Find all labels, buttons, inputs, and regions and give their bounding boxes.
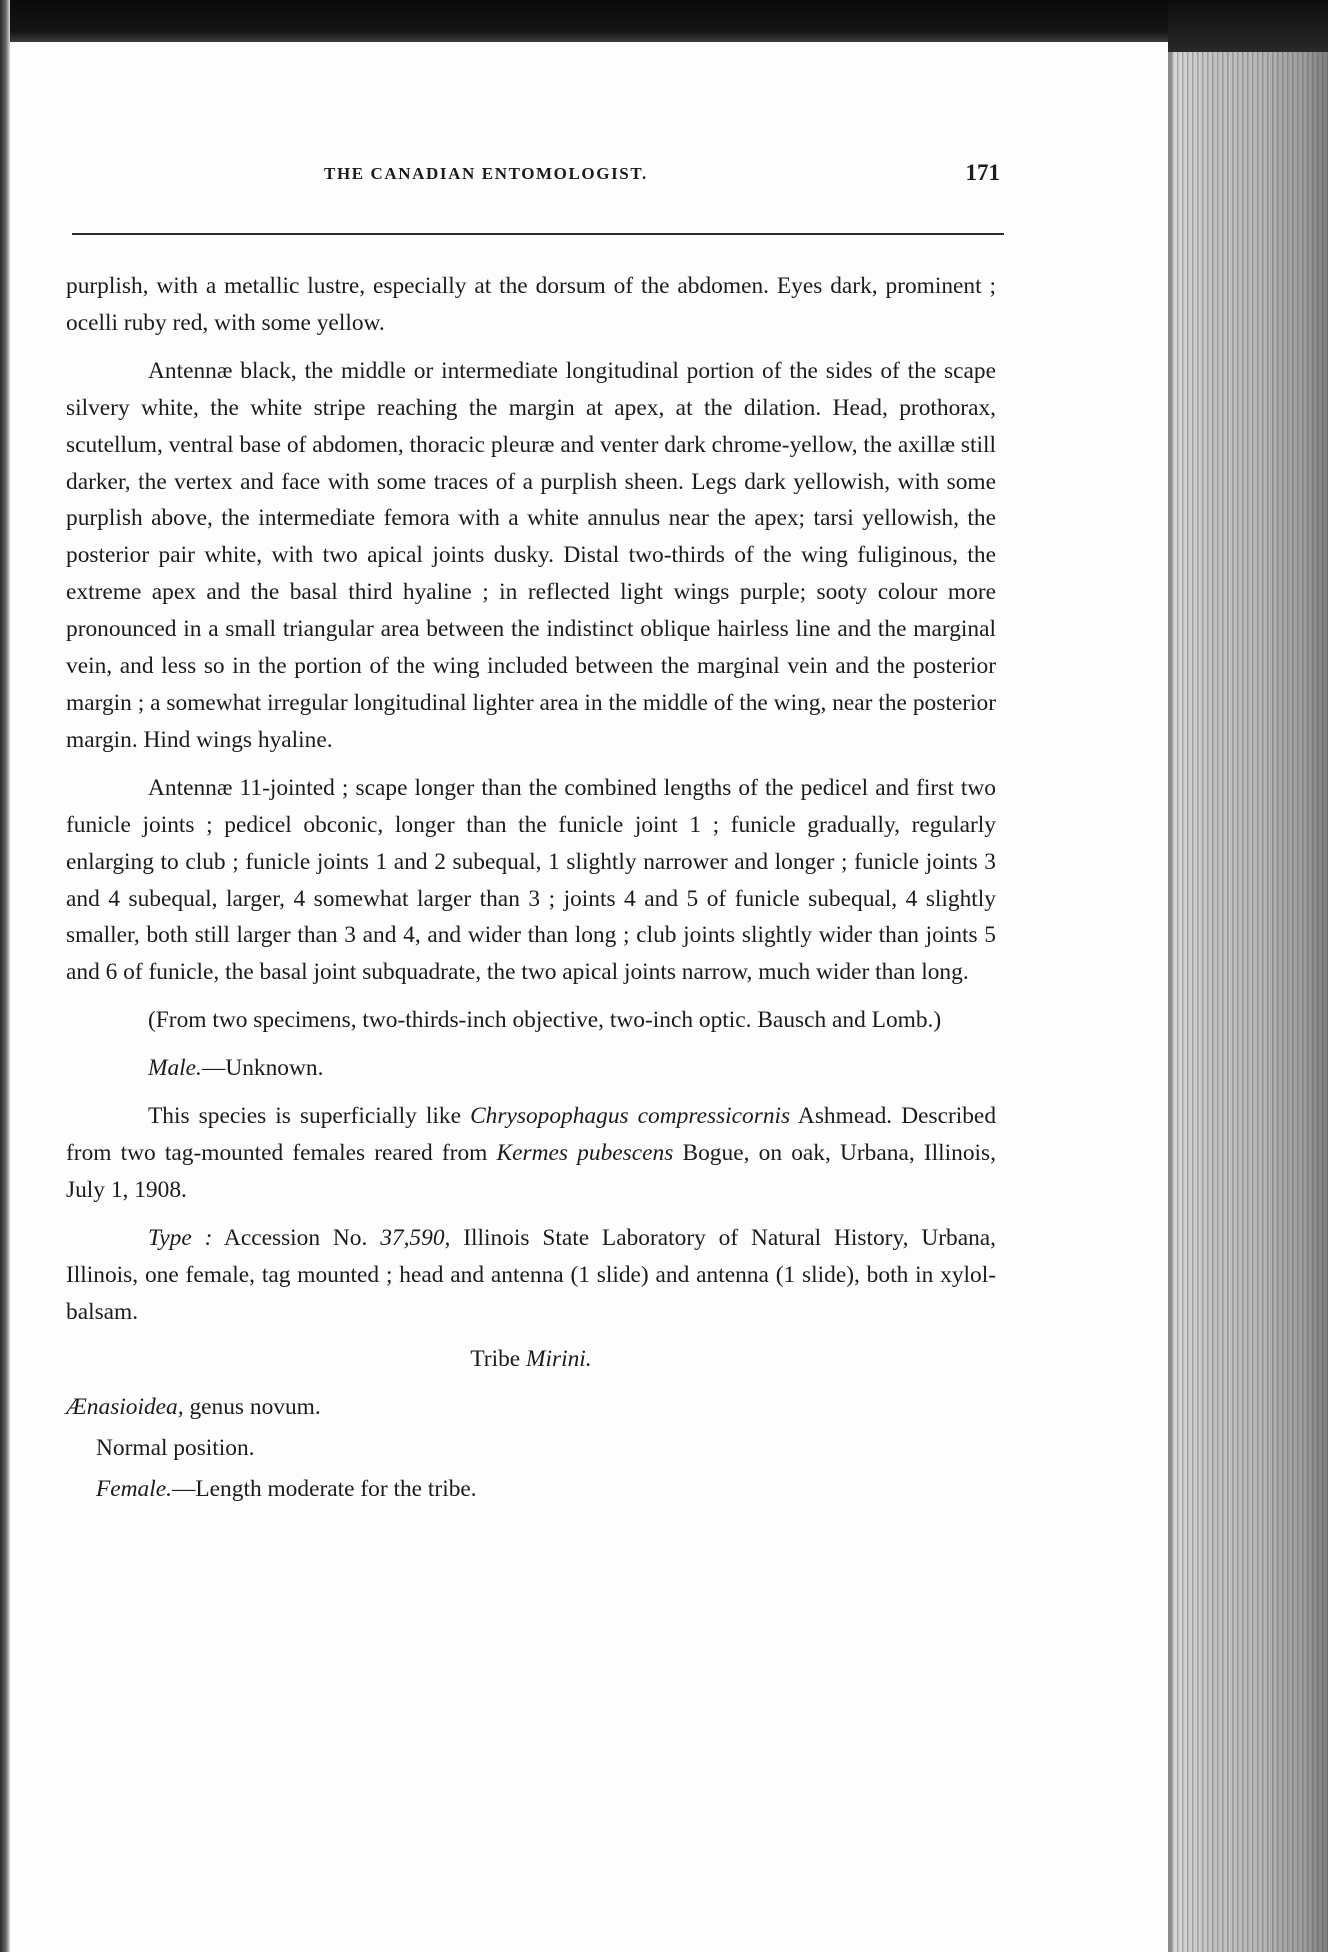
normal-position: Normal position. — [96, 1435, 255, 1462]
type-text-b: Illinois State Laboratory of Natural History, Urbana, Illinois, one female, tag mounted ; head and antenna (1 slide) and antenna (1 slide), both in xylol-balsam. — [66, 1224, 997, 1325]
genus-name: Ænasioidea, — [66, 1394, 184, 1421]
tribe-heading — [66, 1341, 996, 1378]
book-page-edges — [1172, 52, 1328, 1952]
paragraph-specimens-note: (From two specimens, two-thirds-inch objective, two-inch optic. Bausch and Lomb.) — [148, 1007, 942, 1034]
female-label: Female. — [96, 1476, 172, 1503]
male-label: Male. — [148, 1055, 202, 1082]
paragraph-description-continued: purplish, with a metallic lustre, especially at the dorsum of the abdomen. Eyes dark, prominent ; ocelli ruby red, with some yellow. — [66, 273, 996, 336]
comparison-text-c: Bogue, on oak, Urbana, Illinois, July 1, 1908. — [66, 1139, 997, 1203]
scan-top-shadow — [0, 0, 1328, 42]
female-text: —Length moderate for the tribe. — [172, 1476, 477, 1503]
type-text-a: Accession No. — [212, 1224, 381, 1251]
tribe-word: Tribe — [470, 1346, 527, 1373]
species-name-kermes: Kermes pubescens — [496, 1139, 674, 1166]
comparison-text-a: This species is superficially like — [148, 1103, 471, 1130]
binding-shadow — [0, 0, 10, 1952]
article-body — [66, 268, 996, 1519]
page-number: 171 — [965, 160, 1000, 185]
paragraph-antennae: Antennæ 11-jointed ; scape longer than the combined lengths of the pedicel and first two funicle joints ; pedicel obconic, longer than the funicle joint 1 ; funicle gradually, regularly enlarging to club ; funicle joints 1 and 2 subequal, 1 slightly narrower and longer ; funicle joints 3 and 4 subequal, larger, 4 somewhat larger than 3 ; joints 4 and 5 of funicle subequal, 4 slightly smaller, both still larger than 3 and 4, and wider than long ; club joints slightly wider than joints 5 and 6 of funicle, the basal joint subquadrate, the two apical joints narrow, much wider than long. — [66, 774, 996, 986]
journal-title: THE CANADIAN ENTOMOLOGIST. — [324, 164, 648, 183]
species-name-chrysopophagus: Chrysopophagus compressicornis — [470, 1103, 791, 1130]
paragraph-type — [66, 1220, 996, 1331]
running-head — [60, 160, 1000, 200]
header-rule — [72, 233, 1004, 235]
comparison-text-b: Ashmead. Described from two tag-mounted females reared from — [66, 1103, 997, 1166]
accession-number: 37,590, — [380, 1224, 451, 1251]
paragraph-comparison — [66, 1098, 996, 1209]
male-text: —Unknown. — [201, 1055, 324, 1082]
paragraph-coloration: Antennæ black, the middle or intermediate longitudinal portion of the sides of the scape silvery white, the white stripe reaching the margin at apex, at the dilation. Head, prothorax, scutellum, ventral base of abdomen, thoracic pleuræ and venter dark chrome-yellow, the axillæ still darker, the vertex and face with some traces of a purplish sheen. Legs dark yellowish, with some purplish above, the intermediate femora with a white annulus near the apex; tarsi yellowish, the posterior pair white, with two apical joints dusky. Distal two-thirds of the wing fuliginous, the extreme apex and the basal third hyaline ; in reflected light wings purple; sooty colour more pronounced in a small triangular area between the indistinct oblique hairless line and the marginal vein, and less so in the portion of the wing included between the marginal vein and the posterior margin ; a somewhat irregular longitudinal lighter area in the middle of the wing, near the posterior margin. Hind wings hyaline. — [66, 357, 996, 753]
genus-heading — [66, 1389, 996, 1426]
paragraph-female — [66, 1471, 996, 1508]
genus-text: genus novum. — [183, 1394, 321, 1421]
type-label: Type : — [148, 1224, 213, 1251]
paragraph-male — [66, 1050, 996, 1087]
tribe-name: Mirini. — [526, 1346, 592, 1373]
